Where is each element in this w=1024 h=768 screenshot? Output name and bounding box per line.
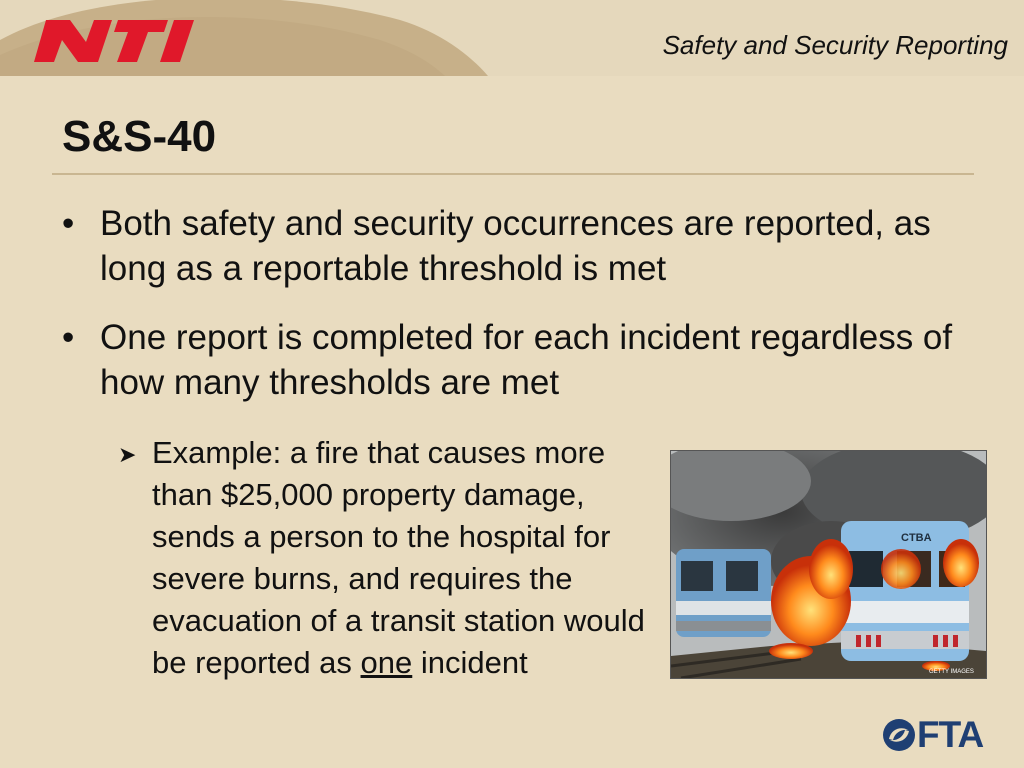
sub-bullet-example	[118, 432, 658, 684]
bullet-text: One report is completed for each incident regardless of how many thresholds are met	[100, 318, 953, 402]
bullet-dot: •	[62, 204, 75, 243]
bullet-item-1	[62, 201, 992, 291]
bullet-text: Both safety and security occurrences are reported, as long as a reportable threshold is met	[100, 204, 931, 288]
arrow-bullet-icon: ➤	[118, 442, 137, 467]
fta-logo	[882, 714, 983, 756]
nti-logo	[32, 18, 202, 64]
sub-bullet-text: Example: a fire that causes more than $25,000 property damage, sends a person to the hospital for severe burns, and requires the evacuation of a transit station would be reported as one incident	[152, 435, 645, 680]
underlined-word: one	[360, 645, 413, 680]
bullet-dot: •	[62, 318, 75, 357]
bullet-item-2	[62, 315, 992, 405]
fta-swirl-icon	[882, 718, 916, 752]
slide-title: S&S-40	[62, 112, 217, 161]
svg-text:CTBA: CTBA	[901, 532, 932, 544]
burning-train-photo	[670, 450, 987, 679]
fta-logo-text: FTA	[917, 714, 984, 755]
title-divider	[52, 173, 974, 175]
svg-text:GETTY IMAGES: GETTY IMAGES	[929, 669, 974, 675]
presentation-title: Safety and Security Reporting	[662, 30, 1008, 60]
